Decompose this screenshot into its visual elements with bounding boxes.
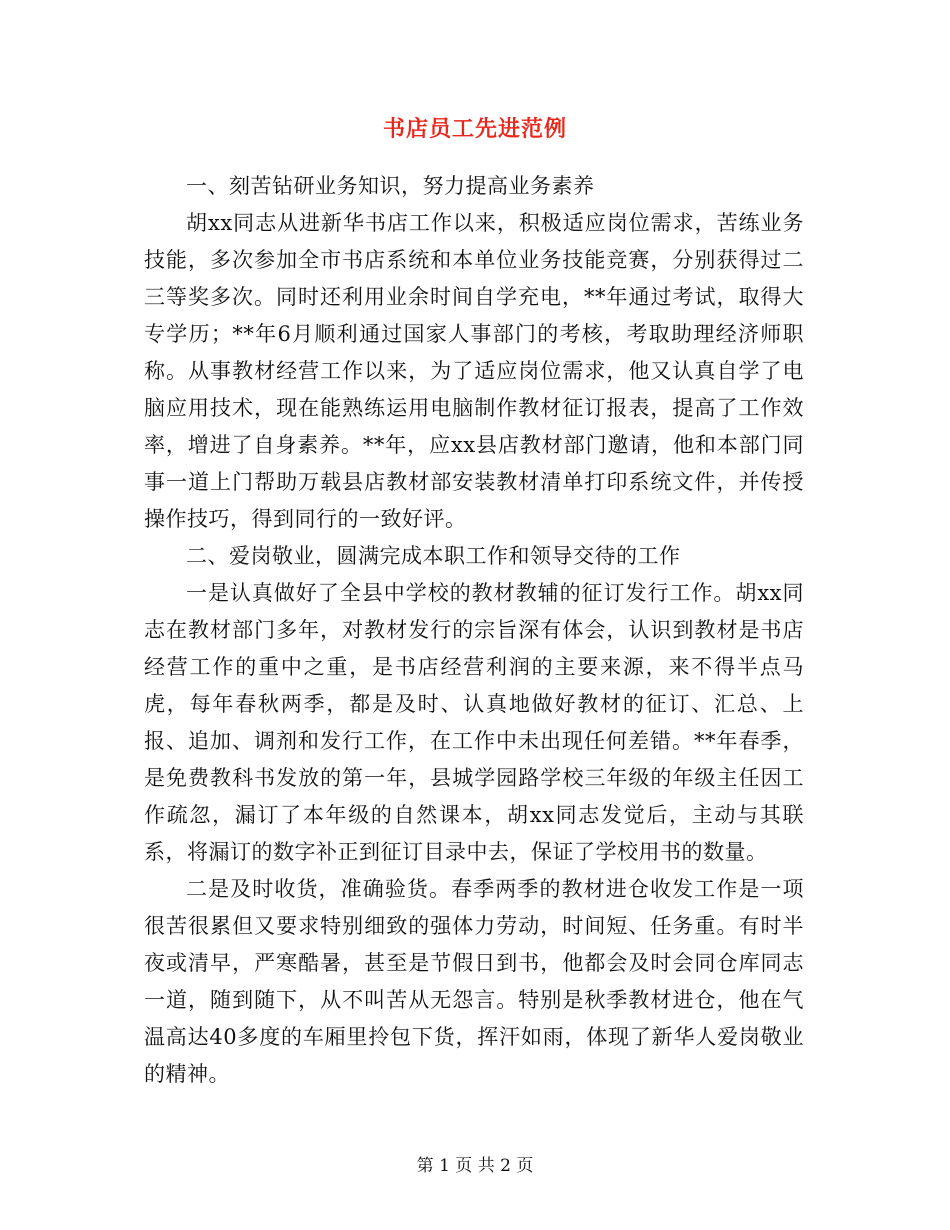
page-footer: 第 1 页 共 2 页 <box>416 1156 534 1176</box>
paragraph: 一是认真做好了全县中学校的教材教辅的征订发行工作。胡xx同志在教材部门多年，对教材发行的宗旨深有体会，认识到教材是书店经营工作的重中之重，是书店经营利润的主要来源，来不得半点马虎，每年春秋两季，都是及时、认真地做好教材的征订、汇总、上报、追加、调剂和发行工作，在工作中未出现任何差错。**年春季，是免费教科书发放的第一年，县城学园路学校三年级的年级主任因工作疏忽，漏订了本年级的自然课本，胡xx同志发觉后，主动与其联系，将漏订的数字补正到征订目录中去，保证了学校用书的数量。 <box>144 581 804 864</box>
document-title: 书店员工先进范例 <box>382 116 567 142</box>
section-heading-2: 二、爱岗敬业，圆满完成本职工作和领导交待的工作 <box>186 544 681 568</box>
paragraph: 胡xx同志从进新华书店工作以来，积极适应岗位需求，苦练业务技能，多次参加全市书店系统和本单位业务技能竞赛，分别获得过二三等奖多次。同时还利用业余时间自学充电，**年通过考试，取得大专学历；**年6月顺利通过国家人事部门的考核，考取助理经济师职称。从事教材经营工作以来，为了适应岗位需求，他又认真自学了电脑应用技术，现在能熟练运用电脑制作教材征订报表，提高了工作效率，增进了自身素养。**年，应xx县店教材部门邀请，他和本部门同事一道上门帮助万载县店教材部安装教材清单打印系统文件，并传授操作技巧，得到同行的一致好评。 <box>144 211 804 531</box>
section-heading-1: 一、刻苦钻研业务知识，努力提高业务素养 <box>186 174 595 198</box>
document-body <box>144 168 804 1093</box>
paragraph: 二是及时收货，准确验货。春季两季的教材进仓收发工作是一项很苦很累但又要求特别细致的强体力劳动，时间短、任务重。有时半夜或清早，严寒酷暑，甚至是节假日到书，他都会及时会同仓库同志一道，随到随下，从不叫苦从无怨言。特别是秋季教材进仓，他在气温高达40多度的车厢里拎包下货，挥汗如雨，体现了新华人爱岗敬业的精神。 <box>144 877 804 1086</box>
